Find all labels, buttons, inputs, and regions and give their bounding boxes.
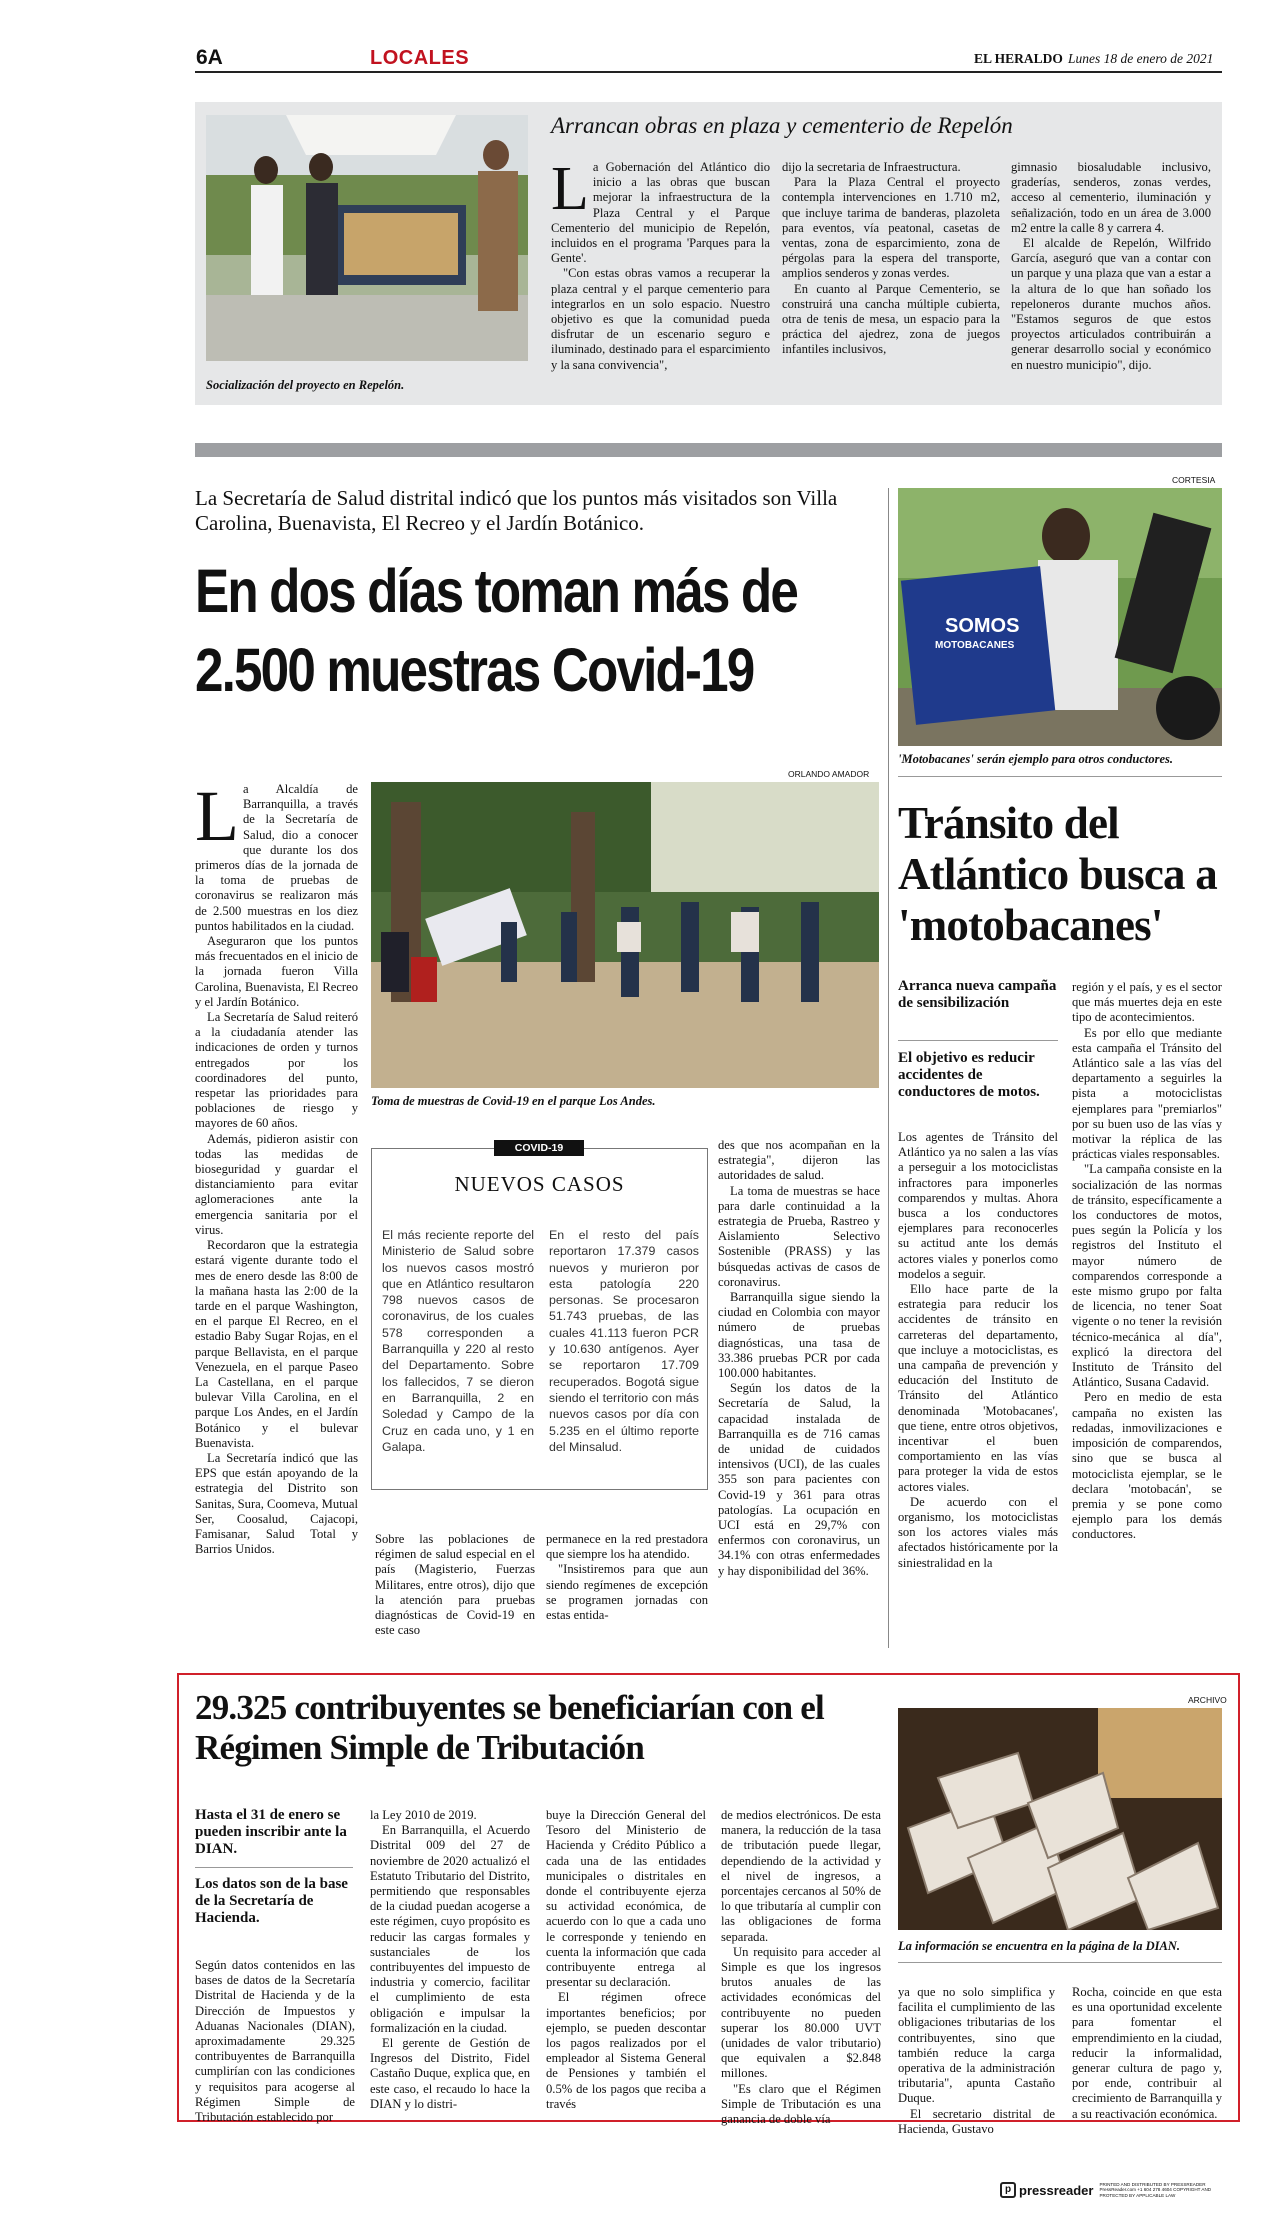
tributacion-deck-1: Hasta el 31 de enero se pueden inscribir ante la DIAN. bbox=[195, 1807, 347, 1857]
tributacion-paragraph: buye la Dirección General del Tesoro del Ministerio de Hacienda y Crédito Público a cada una de las entidades municipales o distritales en donde el contribuyente ejerza su actividad económica, de acuerdo con lo que a cada uno le corresponde y teniendo en cuenta la información que cada contribuyente entrega al presentar su declaración. bbox=[546, 1808, 706, 1990]
transito-paragraph: Es por ello que mediante esta campaña el Tránsito del Atlántico sale a las vías del departamento a seguirles la pista a motociclistas ejemplares para "premiarlos" por su buen uso de las vías y motivar la réplica de las prácticas viales responsables. bbox=[1072, 1025, 1222, 1162]
covid-column-4 bbox=[718, 1138, 880, 1579]
pressreader-icon: p bbox=[1000, 2182, 1016, 2198]
pressreader-brand: pressreader bbox=[1019, 2182, 1094, 2198]
repelon-paragraph: a Gobernación del Atlántico dio inicio a las obras que buscan mejorar la infraestructura de la Plaza Central y el Parque Cementerio del municipio de Repelón, incluidos en el programa 'Parques para la Gente'. bbox=[551, 160, 770, 266]
covid-headline: En dos días toman más de 2.500 muestras Covid-19 bbox=[195, 557, 798, 704]
transito-paragraph: "La campaña consiste en la socialización de las normas de tránsito, específicamente a los conductores de motos, pues según la Policía y los registros del Instituto el mayor número de comparendos corresponde a este mismo grupo por falta de licencia, no tener Soat vigente o no tener la revisión técnico-mecánica al día", explicó la directora del Instituto de Tránsito del Atlántico, Susana Cadavid. bbox=[1072, 1162, 1222, 1390]
repelon-dropcap: L bbox=[551, 155, 589, 223]
tributacion-photo-credit: ARCHIVO bbox=[1188, 1695, 1227, 1705]
covid-paragraph: permanece en la red prestadora que siempre los ha atendido. bbox=[546, 1532, 708, 1562]
tributacion-paragraph: Un requisito para acceder al Simple es que los ingresos brutos anuales de las actividades económicas del contribuyente no pueden superar los 80.000 UVT (unidades de valor tributario) que equivalen a $2.848 millones. bbox=[721, 1944, 881, 2081]
tributacion-column-6 bbox=[1072, 1985, 1222, 2122]
tributacion-column-4 bbox=[721, 1808, 881, 2127]
tributacion-column-2 bbox=[370, 1808, 530, 2112]
covid-paragraph: a Alcaldía de Barranquilla, a través de la Secretaría de Salud, dio a conocer que durante los dos primeros días de la jornada de la toma de pruebas de coronavirus se realizaron más de 2.500 muestras en los diez puntos habilitados en la ciudad. bbox=[195, 782, 358, 933]
tributacion-photo bbox=[898, 1708, 1222, 1930]
nuevos-casos-col2: En el resto del país reportaron 17.379 casos nuevos y murieron por esta patología 220 personas. Se procesaron 51.743 pruebas, de las cuales 41.113 fueron PCR y 10.630 antígenos. Ayer se reportaron 17.709 recuperados. Bogotá sigue siendo el territorio con más nuevos casos por día con 5.235 en el último reporte del Minsalud. bbox=[549, 1228, 699, 1454]
covid-paragraph: La Secretaría indicó que las EPS que están apoyando de la estrategia del Distrito son Sanitas, Sura, Coomeva, Mutual Ser, Coosalud, Cajacopi, Famisanar, Salud Total y Barrios Unidos. bbox=[195, 1450, 358, 1557]
header-rule bbox=[195, 71, 1222, 73]
tributacion-paragraph: En Barranquilla, el Acuerdo Distrital 009 del 27 de noviembre de 2020 actualizó el Estatuto Tributario del Distrito, permitiendo que responsables de la ciudad puedan acogerse a este régimen, cuyo propósito es reducir las cargas formales y sustanciales de los contribuyentes del impuesto de industria y comercio, facilitar el cumplimiento de esta obligación e impulsar la formalización en la ciudad. bbox=[370, 1823, 530, 2035]
covid-photo-caption: Toma de muestras de Covid-19 en el parque Los Andes. bbox=[371, 1094, 656, 1108]
covid-photo-credit: ORLANDO AMADOR bbox=[788, 769, 870, 779]
tributacion-headline: 29.325 contribuyentes se beneficiarían con el Régimen Simple de Tributación bbox=[195, 1688, 824, 1767]
page-date: Lunes 18 de enero de 2021 bbox=[1068, 51, 1214, 66]
transito-column-1 bbox=[898, 1130, 1058, 1571]
covid-photo bbox=[371, 782, 879, 1088]
covid-paragraph: La toma de muestras se hace para darle continuidad a la estrategia de Prueba, Rastreo y Aislamiento Selectivo Sostenible (PRASS) y las búsquedas activas de casos de coronavirus. bbox=[718, 1183, 880, 1289]
transito-paragraph: región y el país, y es el sector que más muertes deja en este tipo de acontecimientos. bbox=[1072, 980, 1222, 1025]
covid-paragraph: Sobre las poblaciones de régimen de salud especial en el país (Magisterio, Fuerzas Militares, entre otros), dijo que la atención para pruebas diagnósticas de Covid-19 en este caso bbox=[375, 1532, 535, 1638]
covid-column-1 bbox=[195, 776, 358, 1557]
repelon-column-1 bbox=[551, 155, 770, 373]
covid-column-3-bottom bbox=[546, 1532, 708, 1623]
covid-paragraph: Según los datos de la Secretaría de Salud, la capacidad instalada de Barranquilla es de 716 camas de unidad de cuidados intensivos (UCI), de las cuales 355 son para pacientes con Covid-19 y 361 para otras patologías. La ocupación en UCI está en 29,7% con enfermos con coronavirus, un 34.1% con otras enfermedades y hay disponibilidad del 36%. bbox=[718, 1381, 880, 1578]
covid-paragraph: des que nos acompañan en la estrategia", dijeron las autoridades de salud. bbox=[718, 1138, 880, 1183]
covid-dropcap: L bbox=[195, 776, 239, 856]
tributacion-paragraph: El secretario distrital de Hacienda, Gustavo bbox=[898, 2106, 1055, 2136]
tributacion-paragraph: ya que no solo simplifica y facilita el cumplimiento de las obligaciones tributarias de los contribuyentes, sino que también reduce la carga operativa de la administración tributaria", apunta Castaño Duque. bbox=[898, 1985, 1055, 2106]
transito-photo-credit: CORTESIA bbox=[1172, 475, 1216, 485]
repelon-paragraph: "Con estas obras vamos a recuperar la plaza central y el parque cementerio para integrarlos en un solo espacio. Nuestro objetivo es que la comunidad pueda disfrutar de un escenario seguro e iluminado, destinado para el esparcimiento y la sana convivencia", bbox=[551, 266, 770, 372]
tributacion-paragraph: "Es claro que el Régimen Simple de Tributación es una ganancia de doble vía bbox=[721, 2081, 881, 2127]
repelon-photo bbox=[206, 115, 528, 361]
transito-deck-2: El objetivo es reducir accidentes de conductores de motos. bbox=[898, 1050, 1040, 1100]
repelon-paragraph: Para la Plaza Central el proyecto contempla intervenciones en 1.710 m2, que incluye tarima de banderas, plazoleta para eventos, vía peatonal, casetas de ventas, zona de esparcimiento, zona de pérgolas para la espera del transporte, amplios senderos y zonas verdes. bbox=[782, 175, 1000, 281]
tributacion-paragraph: la Ley 2010 de 2019. bbox=[370, 1808, 477, 1822]
covid-paragraph: Recordaron que la estrategia estará vigente durante todo el mes de enero desde las 8:00 de la mañana hasta las 2:00 de la tarde en el parque Washington, en el parque El Recreo, en el estadio Baby Sugar Rojas, en el parque Bellavista, en el parque Venezuela, en el parque Paseo La Castellana, en el parque bulevar Villa Carolina, en el parque Los Andes, en el Jardín Botánico y el bulevar Buenavista. bbox=[195, 1238, 358, 1450]
masthead-name: EL HERALDO bbox=[974, 51, 1063, 66]
covid-paragraph: "Insistiremos para que aun siendo regímenes de excepción se programen jornadas con estas entida- bbox=[546, 1562, 708, 1623]
repelon-paragraph: gimnasio biosaludable inclusivo, graderías, senderos, zonas verdes, acceso al cementerio, iluminación y señalización, todo en un área de 3.000 m2 entre la calle 8 y carrera 4. bbox=[1011, 160, 1211, 235]
transito-top-rule bbox=[898, 776, 1222, 777]
pressreader-fine-print: PRINTED AND DISTRIBUTED BY PRESSREADER PressReader.com +1 604 278 4604 COPYRIGHT AND PROTECTED BY APPLICABLE LAW bbox=[1099, 2181, 1212, 2198]
tributacion-paragraph: Rocha, coincide en que esta es una oportunidad excelente para fomentar el emprendimiento en la ciudad, reducir la informalidad, generar cultura de pago y, por ende, contribuir al crecimiento de Barranquilla y a su reactivación económica. bbox=[1072, 1985, 1223, 2121]
tributacion-column-1 bbox=[195, 1958, 355, 2125]
transito-column-2 bbox=[1072, 980, 1222, 1543]
tributacion-column-5 bbox=[898, 1985, 1055, 2137]
covid-paragraph: Aseguraron que los puntos más frecuentados en el inicio de la jornada fueron Villa Carolina, Buenavista, El Recreo y el Jardín Botánico. bbox=[195, 934, 358, 1009]
page-number: 6A bbox=[196, 46, 223, 69]
nuevos-casos-tag: COVID-19 bbox=[494, 1140, 584, 1156]
covid-vertical-rule bbox=[888, 488, 889, 1648]
tributacion-deck-rule bbox=[195, 1867, 353, 1868]
tributacion-deck-2: Los datos son de la base de la Secretaría de Hacienda. bbox=[195, 1876, 348, 1926]
transito-deck-1: Arranca nueva campaña de sensibilización bbox=[898, 978, 1057, 1011]
transito-paragraph: De acuerdo con el organismo, los motociclistas son los actores viales más afectados históricamente por la siniestralidad en la bbox=[898, 1494, 1058, 1570]
repelon-paragraph: El alcalde de Repelón, Wilfrido García, aseguró que van a contar con un parque y una plaza que van a estar a la altura de lo que han soñado los repeloneros durante muchos años. "Estamos seguros de que estos proyectos articulados contribuirán a generar desarrollo social y económico en nuestro municipio", dijo. bbox=[1011, 236, 1211, 372]
transito-headline: Tránsito del Atlántico busca a 'motobacanes' bbox=[898, 798, 1217, 950]
repelon-paragraph: dijo la secretaria de Infraestructura. bbox=[782, 160, 961, 174]
tributacion-caption-rule bbox=[898, 1962, 1222, 1963]
covid-paragraph: Barranquilla sigue siendo la ciudad en Colombia con mayor número de pruebas diagnósticas, una tasa de 33.386 pruebas PCR por cada 100.000 habitantes. bbox=[718, 1290, 880, 1381]
tributacion-paragraph: El régimen ofrece importantes beneficios; por ejemplo, se pueden descontar los pagos realizados por el empleador al Sistema General de Pensiones y también el 0.5% de los pagos que reciba a través bbox=[546, 1990, 706, 2111]
transito-paragraph: Los agentes de Tránsito del Atlántico ya no salen a las vías a perseguir a los motociclistas infractores para imponerles comparendos y multas. Ahora busca a los conductores ejemplares para reconocerles su actitud ante los demás actores viales y ponerlos como modelos a seguir. bbox=[898, 1130, 1058, 1281]
tributacion-column-3 bbox=[546, 1808, 706, 2112]
transito-paragraph: Ello hace parte de la estrategia para reducir los accidentes de tránsito en carreteras del departamento, que incluye a motociclistas, es una campaña de prevención y educación del Instituto de Tránsito del Atlántico denominada 'Motobacanes', que tiene, entre otros objetivos, incentivar el buen comportamiento en las vías para proteger la vida de estos actores viales. bbox=[898, 1282, 1058, 1494]
tributacion-paragraph: El gerente de Gestión de Ingresos del Distrito, Fidel Castaño Duque, explica que, en este caso, el recaudo lo hace la DIAN y lo distri- bbox=[370, 2036, 530, 2111]
tributacion-paragraph: Según datos contenidos en las bases de datos de la Secretaría Distrital de Hacienda y de la Dirección de Impuestos y Aduanas Nacionales (DIAN), aproximadamente 29.325 contribuyentes de Barranquilla cumplirían con las condiciones y requisitos para acogerse al Régimen Simple de Tributación establecido por bbox=[195, 1958, 355, 2125]
section-name: LOCALES bbox=[370, 47, 470, 69]
transito-photo-caption: 'Motobacanes' serán ejemplo para otros conductores. bbox=[898, 752, 1174, 766]
tributacion-photo-caption: La información se encuentra en la página de la DIAN. bbox=[898, 1939, 1180, 1953]
pressreader-logo[interactable] bbox=[1000, 2178, 1222, 2202]
covid-paragraph: La Secretaría de Salud reiteró a la ciudadanía atender las indicaciones de orden y turnos entregados por los coordinadores del punto, respetar las prioridades para poblaciones de riesgo y mayores de 60 años. bbox=[195, 1010, 358, 1131]
tributacion-paragraph: de medios electrónicos. De esta manera, la reducción de la tasa de tributación puede llegar, dependiendo de la actividad y el nivel de ingresos, a porcentajes cercanos al 50% de lo que tributaría al cumplir con las obligaciones de forma separada. bbox=[721, 1808, 881, 1944]
transito-paragraph: Pero en medio de esta campaña no existen las redadas, inmovilizaciones e imposición de comparendos, sino que se busca al motociclista ejemplar, se le declara 'motobacán', se premia y se pone como ejemplo para los demás conductores. bbox=[1072, 1390, 1222, 1542]
covid-kicker: La Secretaría de Salud distrital indicó que los puntos más visitados son Villa Carolina, Buenavista, El Recreo y el Jardín Botánico. bbox=[195, 486, 838, 535]
transito-shirt-text-2: MOTOBACANES bbox=[935, 640, 1015, 651]
repelon-paragraph: En cuanto al Parque Cementerio, se construirá una cancha múltiple cubierta, otra de tenis de mesa, un espacio para la práctica del ajedrez, zona de juegos infantiles inclusivos, bbox=[782, 281, 1000, 357]
repelon-photo-caption: Socialización del proyecto en Repelón. bbox=[206, 378, 405, 392]
section-separator-bar bbox=[195, 443, 1222, 457]
transito-shirt-text-1: SOMOS bbox=[945, 615, 1020, 637]
repelon-column-2 bbox=[782, 160, 1000, 358]
covid-column-2-bottom bbox=[375, 1532, 535, 1638]
transito-deck-rule bbox=[898, 1040, 1058, 1041]
covid-paragraph: Además, pidieron asistir con todas las medidas de bioseguridad y guardar el distanciamiento para evitar aglomeraciones ante la emergencia sanitaria por el virus. bbox=[195, 1131, 358, 1237]
repelon-column-3 bbox=[1011, 160, 1211, 373]
nuevos-casos-col1: El más reciente reporte del Ministerio de Salud sobre los nuevos casos mostró que en Atlántico resultaron 798 nuevos casos de coronavirus, de los cuales 578 corresponden a Barranquilla y 220 al resto del Departamento. Sobre los fallecidos, 7 se dieron en Barranquilla, 2 en Soledad y Campo de la Cruz en cada uno, y 1 en Galapa. bbox=[382, 1228, 534, 1454]
repelon-headline: Arrancan obras en plaza y cementerio de Repelón bbox=[551, 113, 1013, 138]
nuevos-casos-title: NUEVOS CASOS bbox=[454, 1172, 625, 1196]
